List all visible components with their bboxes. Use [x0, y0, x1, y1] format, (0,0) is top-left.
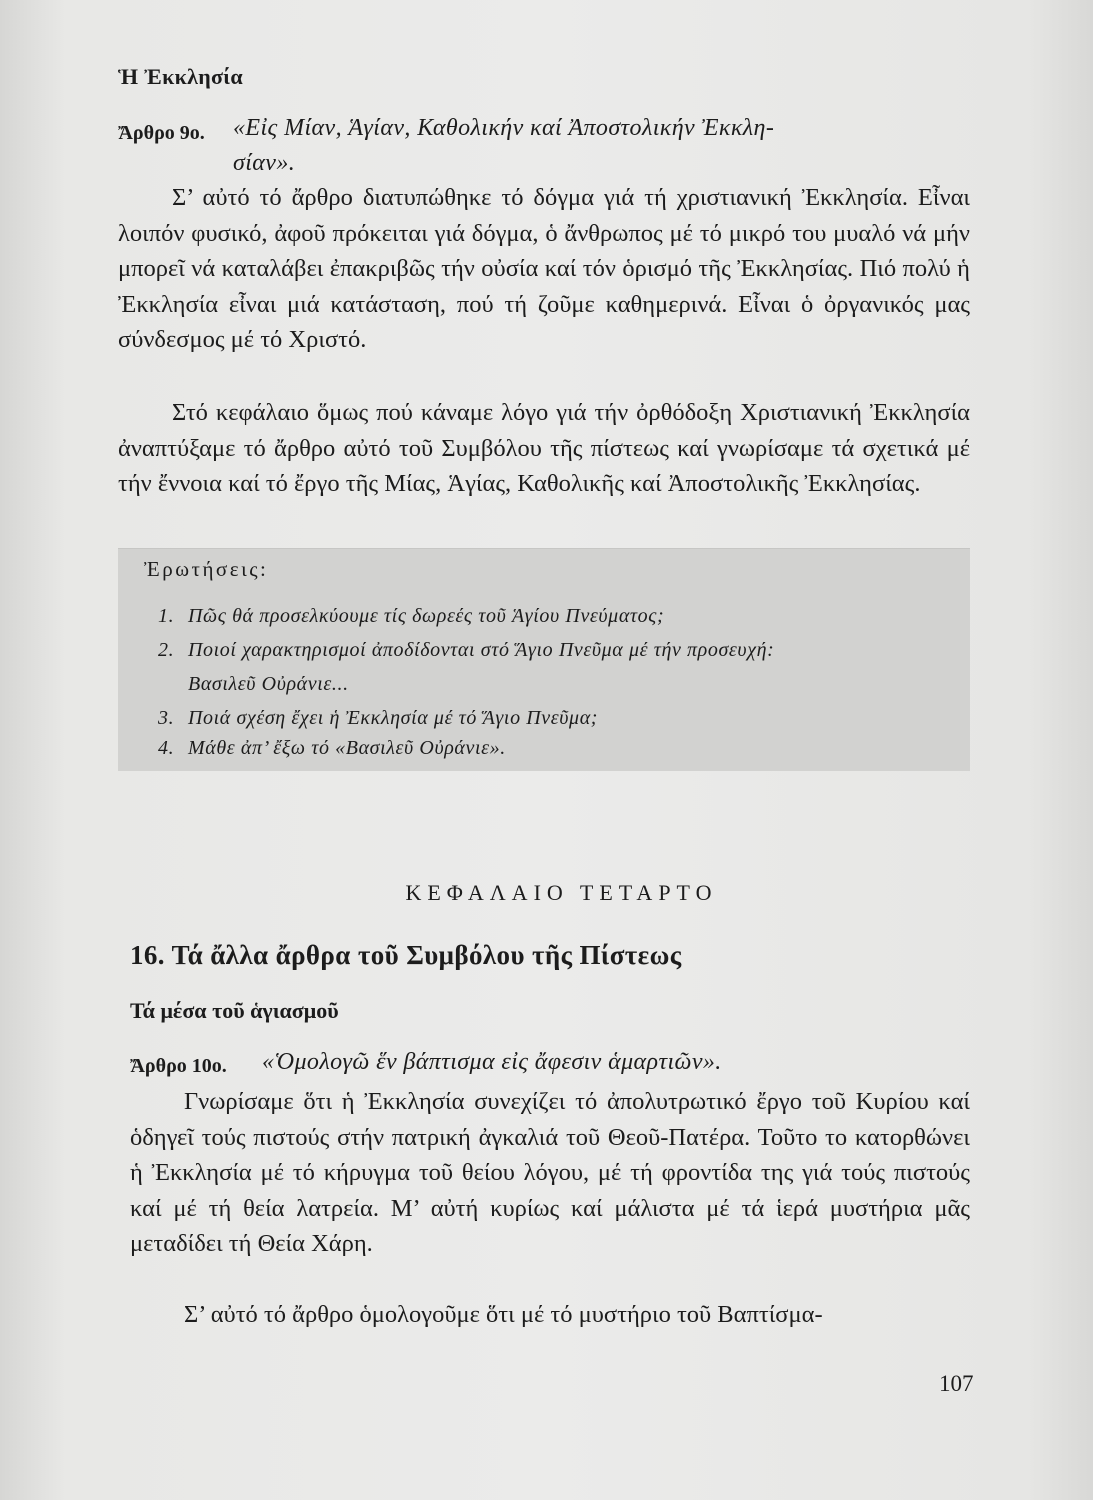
- paragraph-chapter-reference: Στό κεφάλαιο ὅμως πού κάναμε λόγο γιά τήν ὀρθόδοξη Χριστιανική Ἐκκλησία ἀναπτύξαμε τό ἄρθρο αὐτό τοῦ Συμβόλου τῆς πίστεως καί γνωρίσαμε τά σχετικά μέ τήν ἔννοια καί τό ἔργο τῆς Μίας, Ἁγίας, Καθολικῆς καί Ἀποστολικῆς Ἐκκλησίας.: [118, 399, 970, 498]
- section-heading: Ἡ Ἐκκλησία: [118, 64, 243, 89]
- question-item: [158, 707, 598, 730]
- question-text: Μάθε ἀπ’ ἔξω τό «Βασιλεῦ Οὐράνιε».: [188, 737, 506, 759]
- subsection-title: Τά μέσα τοῦ ἁγιασμοῦ: [130, 998, 339, 1023]
- question-number: 2.: [158, 639, 175, 661]
- article-9-quote-line1: «Εἰς Μίαν, Ἁγίαν, Καθολικήν καί Ἀποστολικήν Ἐκκλη-: [233, 115, 775, 141]
- article-10-quote: «Ὁμολογῶ ἕν βάπτισμα εἰς ἄφεσιν ἁμαρτιῶν».: [262, 1049, 722, 1075]
- question-item: [158, 605, 664, 628]
- question-number: 4.: [158, 737, 175, 759]
- article-9-quote-line2: σίαν».: [233, 150, 296, 176]
- question-item-continuation: [158, 673, 349, 696]
- paragraph-baptism: Σ’ αὐτό τό ἄρθρο ὁμολογοῦμε ὅτι μέ τό μυστήριο τοῦ Βαπτίσμα-: [184, 1301, 823, 1328]
- question-text: Βασιλεῦ Οὐράνιε...: [188, 673, 349, 695]
- paragraph-dogma: Σ’ αὐτό τό ἄρθρο διατυπώθηκε τό δόγμα γιά τή χριστιανική Ἐκκλησία. Εἶναι λοιπόν φυσικό, ἀφοῦ πρόκειται γιά δόγμα, ὁ ἄνθρωπος μέ τό μικρό του μυαλό νά μήν μπορεῖ νά καταλάβει ἐπακριβῶς τήν οὐσία καί τόν ὁρισμό τῆς Ἐκκλησίας. Πιό πολύ ἡ Ἐκκλησία εἶναι μιά κατάσταση, πού τή ζοῦμε καθημερινά. Εἶναι ὁ ὀργανικός μας σύνδεσμος μέ τό Χριστό.: [118, 184, 970, 354]
- question-text: Ποιοί χαρακτηρισμοί ἀποδίδονται στό Ἅγιο Πνεῦμα μέ τήν προσευχή:: [188, 639, 775, 661]
- questions-box: [118, 548, 970, 771]
- article-10-label: Ἄρθρο 10ο.: [130, 1055, 227, 1077]
- question-text: Πῶς θά προσελκύουμε τίς δωρεές τοῦ Ἁγίου Πνεύματος;: [188, 605, 665, 627]
- questions-title: Ἐρωτήσεις:: [144, 557, 269, 581]
- question-item: [158, 639, 774, 662]
- paragraph-church-sanctification: Γνωρίσαμε ὅτι ἡ Ἐκκλησία συνεχίζει τό ἀπολυτρωτικό ἔργο τοῦ Κυρίου καί ὁδηγεῖ τούς πιστούς στήν πατρική ἀγκαλιά τοῦ Θεοῦ-Πατέρα. Τοῦτο το κατορθώνει ἡ Ἐκκλησία μέ τό κήρυγμα τοῦ θείου λόγου, μέ τή φροντίδα της γιά τούς πιστούς καί μέ τή θεία λατρεία. Μ’ αὐτή κυρίως καί μάλιστα μέ τά ἱερά μυστήρια μᾶς μεταδίδει τή Θεία Χάρη.: [130, 1088, 970, 1258]
- chapter-title: ΚΕΦΑΛΑΙΟ ΤΕΤΑΡΤΟ: [405, 880, 718, 905]
- question-number: 3.: [158, 707, 175, 729]
- lesson-title: 16. Τά ἄλλα ἄρθρα τοῦ Συμβόλου τῆς Πίστεως: [130, 940, 682, 970]
- article-9-label: Ἄρθρο 9ο.: [118, 122, 205, 144]
- question-item: [158, 737, 506, 760]
- question-text: Ποιά σχέση ἔχει ἡ Ἐκκλησία μέ τό Ἅγιο Πνεῦμα;: [188, 707, 599, 729]
- question-number: 1.: [158, 605, 175, 627]
- page-number: 107: [939, 1371, 974, 1396]
